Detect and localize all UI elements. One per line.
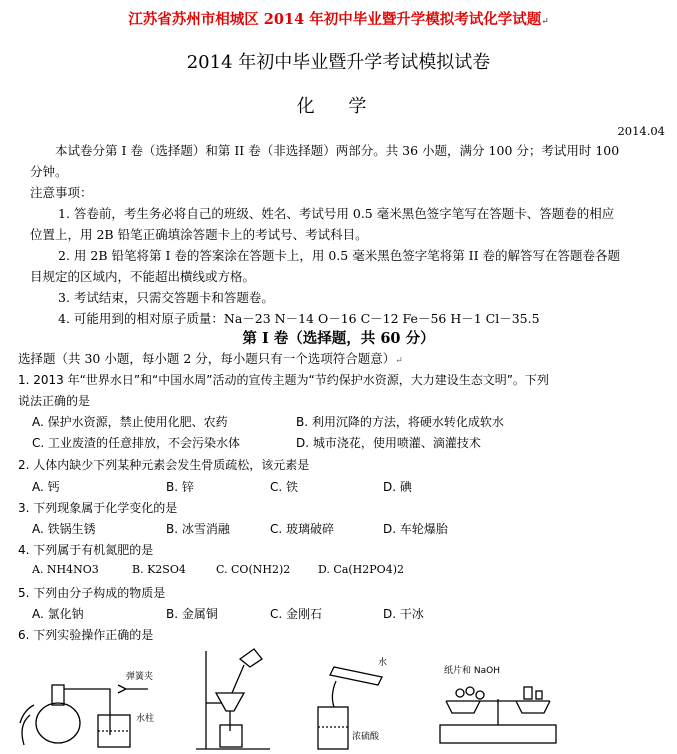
question-1-option-a: A. 保护水资源，禁止使用化肥、农药 xyxy=(32,415,228,429)
section-intro xyxy=(18,349,403,367)
figure-a-label-water-column: 水柱 xyxy=(136,714,155,724)
note-2-line-b: 目规定的区域内，不能超出横线或方格。 xyxy=(30,269,256,284)
note-1-line-b: 位置上，用 2B 铅笔正确填涂答题卡上的考试号、考试科目。 xyxy=(30,227,368,242)
question-6-figures xyxy=(0,645,677,754)
section-intro-text: 选择题（共 30 小题，每小题 2 分，每小题只有一个选项符合题意） xyxy=(18,351,396,366)
question-3-option-b: B. 冰雪消融 xyxy=(166,522,230,536)
figure-c-label-acid: 浓硫酸 xyxy=(352,732,380,742)
question-4-option-c: C. CO(NH2)2 xyxy=(216,563,291,576)
question-3-stem: 3. 下列现象属于化学变化的是 xyxy=(18,501,178,515)
intro-line-2: 分钟。 xyxy=(30,164,68,179)
red-title-text: 江苏省苏州市相城区 2014 年初中毕业暨升学模拟考试化学试题 xyxy=(128,11,542,28)
question-1-option-c: C. 工业废渣的任意排放，不会污染水体 xyxy=(32,436,241,450)
note-1-line-a: 1. 答卷前，考生务必将自己的班级、姓名、考试号用 0.5 毫米黑色签字笔写在答题卡、答题卷的相应 xyxy=(58,206,615,221)
exam-date: 2014.04 xyxy=(617,124,665,138)
return-mark: ↵ xyxy=(395,356,403,366)
figure-a-airtightness-check xyxy=(20,685,148,747)
question-2-option-a: A. 钙 xyxy=(32,480,60,494)
question-1-option-d: D. 城市浇花，使用喷灌、滴灌技术 xyxy=(296,436,481,450)
question-5-option-c: C. 金刚石 xyxy=(270,607,323,621)
return-mark: ↵ xyxy=(541,17,549,27)
document-red-title xyxy=(0,8,677,29)
question-3-option-a: A. 铁锅生锈 xyxy=(32,522,96,536)
figure-d-balance xyxy=(440,687,556,743)
figure-d-label-paper-naoh: 纸片和 NaOH xyxy=(444,666,500,676)
question-1-option-b: B. 利用沉降的方法，将硬水转化成软水 xyxy=(296,415,504,429)
question-3-option-d: D. 车轮爆胎 xyxy=(383,522,448,536)
question-4-option-d: D. Ca(H2PO4)2 xyxy=(318,563,404,576)
question-4-option-b: B. K2SO4 xyxy=(132,563,186,576)
question-2-option-c: C. 铁 xyxy=(270,480,299,494)
question-1-stem-a: 1. 2013 年“世界水日”和“中国水周”活动的宣传主题为“节约保护水资源，大力建设生态文明”。下列 xyxy=(18,373,549,387)
figure-b-filtration xyxy=(196,649,270,749)
section-title: 第 I 卷（选择题，共 60 分） xyxy=(242,330,435,347)
question-2-option-d: D. 碘 xyxy=(383,480,412,494)
subject-title: 化 学 xyxy=(296,96,381,117)
figure-a-label-clamp: 弹簧夹 xyxy=(126,672,154,682)
question-5-option-b: B. 金属铜 xyxy=(166,607,218,621)
note-4: 4. 可能用到的相对原子质量：Na－23 N－14 O－16 C－12 Fe－56 H－1 Cl－35.5 xyxy=(58,311,540,326)
note-2-line-a: 2. 用 2B 铅笔将第 I 卷的答案涂在答题卡上，用 0.5 毫米黑色签字笔将第 II 卷的解答写在答题卷各题 xyxy=(58,248,621,263)
question-4-stem: 4. 下列属于有机氮肥的是 xyxy=(18,543,154,557)
question-5-stem: 5. 下列由分子构成的物质是 xyxy=(18,586,166,600)
figure-c-label-water: 水 xyxy=(378,658,388,668)
question-3-option-c: C. 玻璃破碎 xyxy=(270,522,335,536)
question-5-option-a: A. 氯化钠 xyxy=(32,607,84,621)
exam-title: 2014 年初中毕业暨升学考试模拟试卷 xyxy=(186,52,491,73)
question-2-stem: 2. 人体内缺少下列某种元素会发生骨质疏松，该元素是 xyxy=(18,458,310,472)
question-2-option-b: B. 锌 xyxy=(166,480,194,494)
intro-line-1: 本试卷分第 I 卷（选择题）和第 II 卷（非选择题）两部分。共 36 小题，满分 100 分；考试用时 100 xyxy=(55,143,620,158)
notes-header: 注意事项： xyxy=(30,185,93,200)
question-4-option-a: A. NH4NO3 xyxy=(32,563,99,576)
question-6-stem: 6. 下列实验操作正确的是 xyxy=(18,628,154,642)
question-1-stem-b: 说法正确的是 xyxy=(18,394,91,408)
note-3: 3. 考试结束，只需交答题卡和答题卷。 xyxy=(58,290,274,305)
question-5-option-d: D. 干冰 xyxy=(383,607,424,621)
